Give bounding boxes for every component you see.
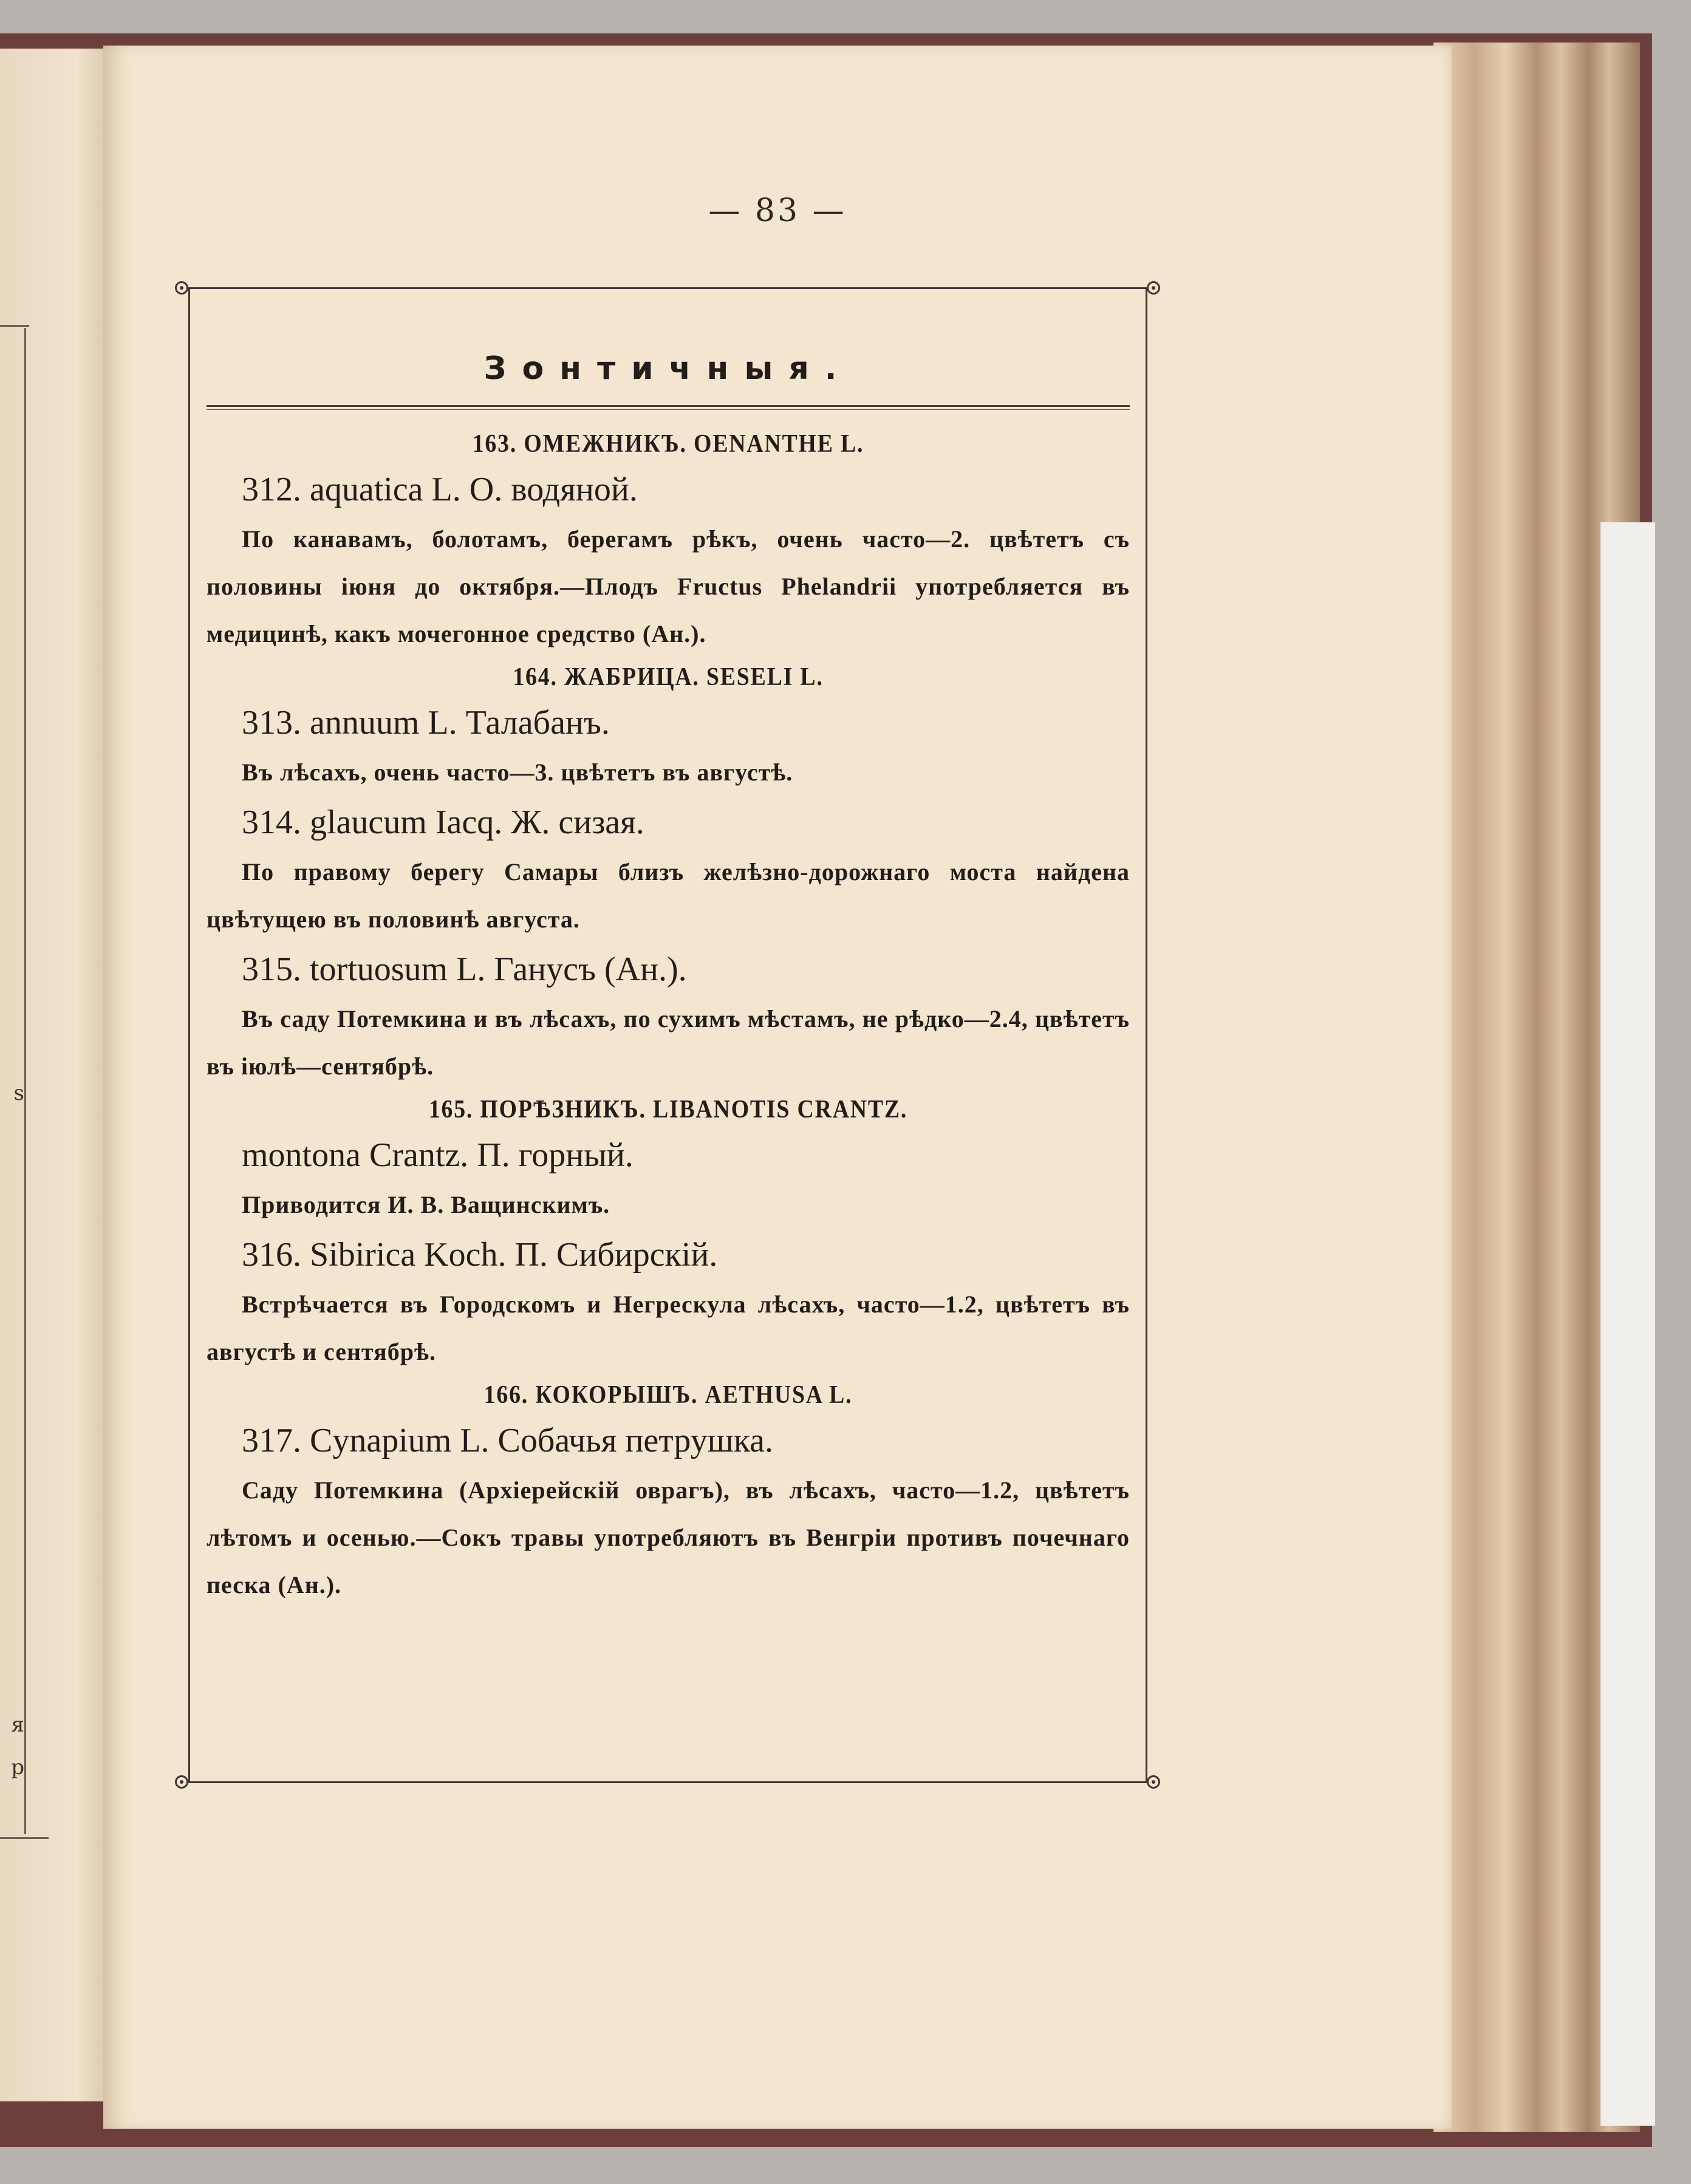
species-entry: 315. tortuosum L. Ганусъ (Ан.). — [242, 950, 687, 988]
left-page-edge — [0, 49, 111, 2101]
species-entry: 314. glaucum Iacq. Ж. сизая. — [242, 804, 644, 841]
left-page-fragment: я — [11, 1713, 24, 1737]
page-number: — 83 — — [708, 193, 847, 229]
species-note: Въ саду Потемкина и въ лѣсахъ, по сухимъ мѣстамъ, не рѣдко—2.4, цвѣтетъ въ іюлѣ—сентябрѣ. — [207, 1005, 1130, 1080]
frame-right-rule — [1146, 288, 1147, 1783]
left-page-fragment: s — [13, 1081, 24, 1105]
genus-heading: 166. КОКОРЫШЪ. AETHUSA L. — [483, 1381, 853, 1409]
page-text — [207, 349, 1130, 1609]
species-entry: 316. Sibirica Koch. П. Сибирскій. — [242, 1236, 718, 1274]
corner-ornament-icon — [175, 281, 188, 295]
left-frame-top-rule — [0, 325, 29, 327]
genus-heading: 165. ПОРѢЗНИКЪ. LIBANOTIS CRANTZ. — [428, 1096, 908, 1124]
frame-bottom-rule — [182, 1781, 1152, 1783]
book-page — [103, 46, 1452, 2129]
species-note: По канавамъ, болотамъ, берегамъ рѣкъ, очень часто—2. цвѣтетъ съ половины іюня до октября.—Плодъ Fructus Phelandrii употребляется въ медицинѣ, какъ мочегонное средство (Ан.). — [207, 525, 1130, 647]
species-note: Въ лѣсахъ, очень часто—3. цвѣтетъ въ августѣ. — [242, 759, 793, 786]
species-entry: 317. Cynapium L. Собачья петрушка. — [242, 1422, 774, 1459]
species-entry: 312. aquatica L. O. водяной. — [242, 471, 638, 508]
background-strip — [1600, 522, 1655, 2126]
species-note: Встрѣчается въ Городскомъ и Негрескула лѣсахъ, часто—1.2, цвѣтетъ въ августѣ и сентябрѣ. — [207, 1291, 1130, 1365]
left-page-fragment: р — [11, 1755, 24, 1780]
species-note: По правому берегу Самары близъ желѣзно-дорожнаго моста найдена цвѣтущею въ половинѣ августа. — [207, 858, 1130, 933]
title-rule — [207, 405, 1130, 410]
frame-left-rule — [188, 288, 190, 1783]
left-frame-bottom-rule — [0, 1837, 49, 1839]
frame-top-rule — [182, 287, 1152, 289]
species-entry: 313. annuum L. Талабанъ. — [242, 704, 610, 742]
species-note: Приводится И. В. Ващинскимъ. — [242, 1191, 610, 1218]
species-entry: montona Crantz. П. горный. — [242, 1136, 634, 1174]
genus-heading: 164. ЖАБРИЦА. SESELI L. — [513, 663, 824, 691]
family-title: Зонтичныя. — [483, 350, 853, 387]
corner-ornament-icon — [1147, 281, 1160, 295]
corner-ornament-icon — [1147, 1775, 1160, 1789]
genus-heading: 163. ОМЕЖНИКЪ. OENANTHE L. — [472, 430, 864, 458]
corner-ornament-icon — [175, 1775, 188, 1789]
species-note: Саду Потемкина (Архіерейскій оврагъ), въ лѣсахъ, часто—1.2, цвѣтетъ лѣтомъ и осенью.—Сокъ травы употребляютъ въ Венгріи противъ почечнаго песка (Ан.). — [207, 1476, 1130, 1599]
left-frame-vertical-rule — [24, 328, 26, 1834]
